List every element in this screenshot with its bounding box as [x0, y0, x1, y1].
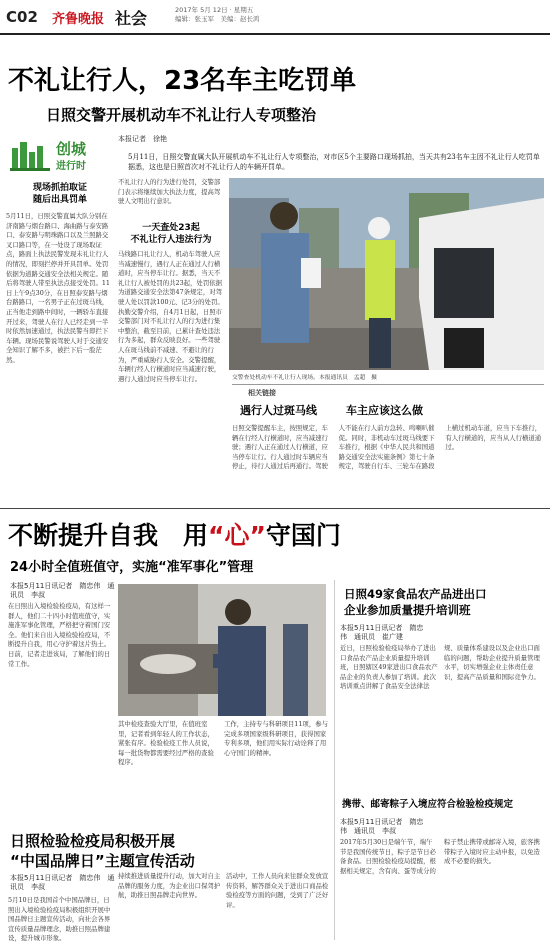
short-article-byline: 本报5月11日讯记者 隋忠伟 通讯员 李叔 — [10, 874, 115, 891]
badge-bottom-text: 进行时 — [56, 161, 86, 172]
article1-subtitle: 日照交警开展机动车不礼让行人专项整治 — [46, 106, 317, 124]
article4-byline: 本报5月11日讯记者 隋忠伟 通讯员 李叔 — [340, 818, 424, 835]
column-divider — [334, 580, 335, 940]
article3-title: 日照49家食品农产品进出口 企业参加质量提升培训班 — [344, 587, 487, 617]
article1-byline: 本报记者 徐艳 — [118, 135, 167, 143]
issue-info: 2017年 5月 12日 · 星期五 编辑：张玉军 美编：赵长鸿 — [175, 6, 260, 23]
article2-title: 不断提升自我 用“心”守国门 — [8, 521, 341, 550]
article3-body: 近日，日照检验检疫局举办了进出口食品农产品企业质量提升培训班，日照辖区49家进出口食品农产品企业的负责人参加了培训。此次培训重点讲解了食品安全法律法规、质量体系建设以及企业出口面临的问题，帮助企业提升质量管理水平，切实增强企业主体责任意识，提高产品质量和国际竞争力。 — [340, 644, 540, 691]
related-link-label: 相关链接 — [248, 389, 276, 397]
campaign-badge — [10, 138, 108, 172]
short-article-title2: “中国品牌日”主题宣传活动 — [10, 852, 195, 870]
article2-byline: 本报5月11日讯记者 隋忠伟 通讯员 李叔 — [10, 582, 115, 599]
article1-title: 不礼让行人，23名车主吃罚单 — [8, 66, 357, 96]
article4-body: 2017年5月30日是端午节，端午节是我国传统节日，粽子是节日必备食品。日照检验检疫局提醒，根据相关规定，含有肉、蛋等成分的粽子禁止携带或邮寄入境，旅客携带粽子入境时应主动申报，以免造成不必要的损失。 — [340, 838, 540, 875]
section-name: 社会 — [115, 9, 148, 28]
short-article-col3: 活动中，工作人员向来往群众发放宣传资料，解答群众关于进出口商品检验检疫等方面的问题，受到了广泛好评。 — [226, 872, 329, 909]
related-title2: 车主应该这么做 — [346, 404, 423, 417]
article2-col2-body: 其中检疫查验大厅里，在值班室里，记者看到年轻人的工作状态，紧张有序。检验检疫工作人员说，每一批货物都需要经过严格的查验程序。 — [118, 720, 214, 767]
box-rule — [232, 384, 544, 385]
article1-photo — [229, 178, 544, 370]
article3-byline: 本报5月11日讯记者 隋忠伟 通讯员 崔广建 — [340, 624, 424, 641]
article1-lead: 5月11日，日照交警直属大队开展机动车不礼让行人专项整治，对市区5个主要路口现场抓拍，当天共有23名车主因不礼让行人吃罚单 据悉，这也是日照首次对不礼让行人的车辆开罚单。 — [128, 153, 547, 171]
article2-col3-body: 工作，主持专与科研项目11项，参与完成多项国家级科研项目，获得国家专利多项，他们用实际行动诠释了用心守国门的精神。 — [224, 720, 328, 757]
page-number: C02 — [6, 8, 38, 26]
article1-col2-top: 不礼让行人的行为进行处罚，交警部门表示将继续加大执法力度，提高驾驶人文明出行意识。 — [118, 178, 221, 206]
article2-col1-body: 在日照出入境检验检疫局，有这样一群人，他们二十四小时值班值守，实施准军事化管理，严格把守着国门安全。他们来自出入境检验检疫局，不断提升自我，用心守护着这片热土。日前，记者走进该局，了解他们的日常工作。 — [8, 602, 111, 668]
article2-subtitle: 24小时全值班值守，实施“准军事化”管理 — [10, 560, 254, 575]
article1-subhead2: 一天查处23起 不礼让行人违法行为 — [130, 223, 212, 245]
article1-col1-body: 5月11日，日照交警直属大队分别在济南路与烟台路口、海曲路与泰安路口、泰安路与明珠路口以及兰照路交叉口路口等，在一处设了现场取证点，路面上执法民警发现未礼让行人的情况，即刻拦停并开具罚单。处罚依据为道路交通安全法相关规定。随后将驾驶人带至执法点接受处罚。11日上午9点30分，在日照泰安路与烟台路路口，一名男子正在过斑马线，正当他走到路中间时，一辆轿车直接开过来，驾驶人在行人已经走到一半时依然加速通过，执法民警当即拦下车辆。现场民警说驾驶人对于交通安全知识了解不多，被拦下后一脸茫然。 — [6, 212, 110, 364]
traffic-police-photo — [229, 178, 544, 370]
section-rule-1 — [0, 508, 550, 509]
article1-col2-body: 马线路口礼让行人，机动车驾驶人应当减速慢行，遇行人正在通过人行横道时，应当停车让行。据悉，当天不礼让行人被处罚的共23起，处罚依据为道路交通安全法第47条规定，对驾驶人处以罚款100元、记3分的处罚。执勤交警介绍，自4月1日起，日照市交警部门对不礼让行人的行为进行集中整治，截至目前，已累计查处违法行为多起，群众反映良好。一些驾驶人在斑马线前不减速、不避让的行为，严重威胁行人安全。交警提醒，车辆行经人行横道时应当减速行驶，遇行人通过时应当停车让行。 — [118, 250, 224, 383]
article1-subhead1: 现场抓拍取证 随后出具罚单 — [32, 183, 87, 205]
related-body: 日照交警提醒车主，按照规定，车辆在行经人行横道时，应当减速行驶；遇行人正在通过人行横道，应当停车让行。行人通过时车辆应当停止，待行人通过后再通行。驾驶人不能在行人前方急转、鸣喇叭催促。同时，非机动车过斑马线要下车推行，根据《中华人民共和国道路交通安全法实施条例》第七十条规定，驾驶自行车、三轮车在路段上横过机动车道，应当下车推行，有人行横道的，应当从人行横道通过。 — [232, 424, 542, 471]
short-article-title: 日照检验检疫局积极开展 — [10, 832, 176, 850]
short-article-col2: 持续推进质量提升行动，加大对自主品牌的服务力度，为企业出口保驾护航，助推日照品牌走向世界。 — [118, 872, 221, 900]
inspector-photo — [118, 584, 326, 716]
header-rule — [0, 33, 550, 35]
article4-title: 携带、邮寄粽子入境应符合检验检疫规定 — [342, 799, 514, 810]
badge-top-text: 创城 — [56, 140, 87, 158]
article1-photo-caption: 交警查处机动车不礼让行人现场。本报通讯员 孟超 摄 — [232, 375, 377, 381]
related-title1: 遇行人过斑马线 — [240, 404, 317, 417]
article2-photo — [118, 584, 326, 716]
newspaper-brand: 齐鲁晚报 — [52, 12, 105, 27]
short-article-col1: 5月10日是我国首个中国品牌日，日照出入境检验检疫局积极组织开展中国品牌日主题宣传活动，向社会各界宣传质量品牌理念，助推日照品牌建设，提升城市形象。 — [8, 896, 111, 943]
